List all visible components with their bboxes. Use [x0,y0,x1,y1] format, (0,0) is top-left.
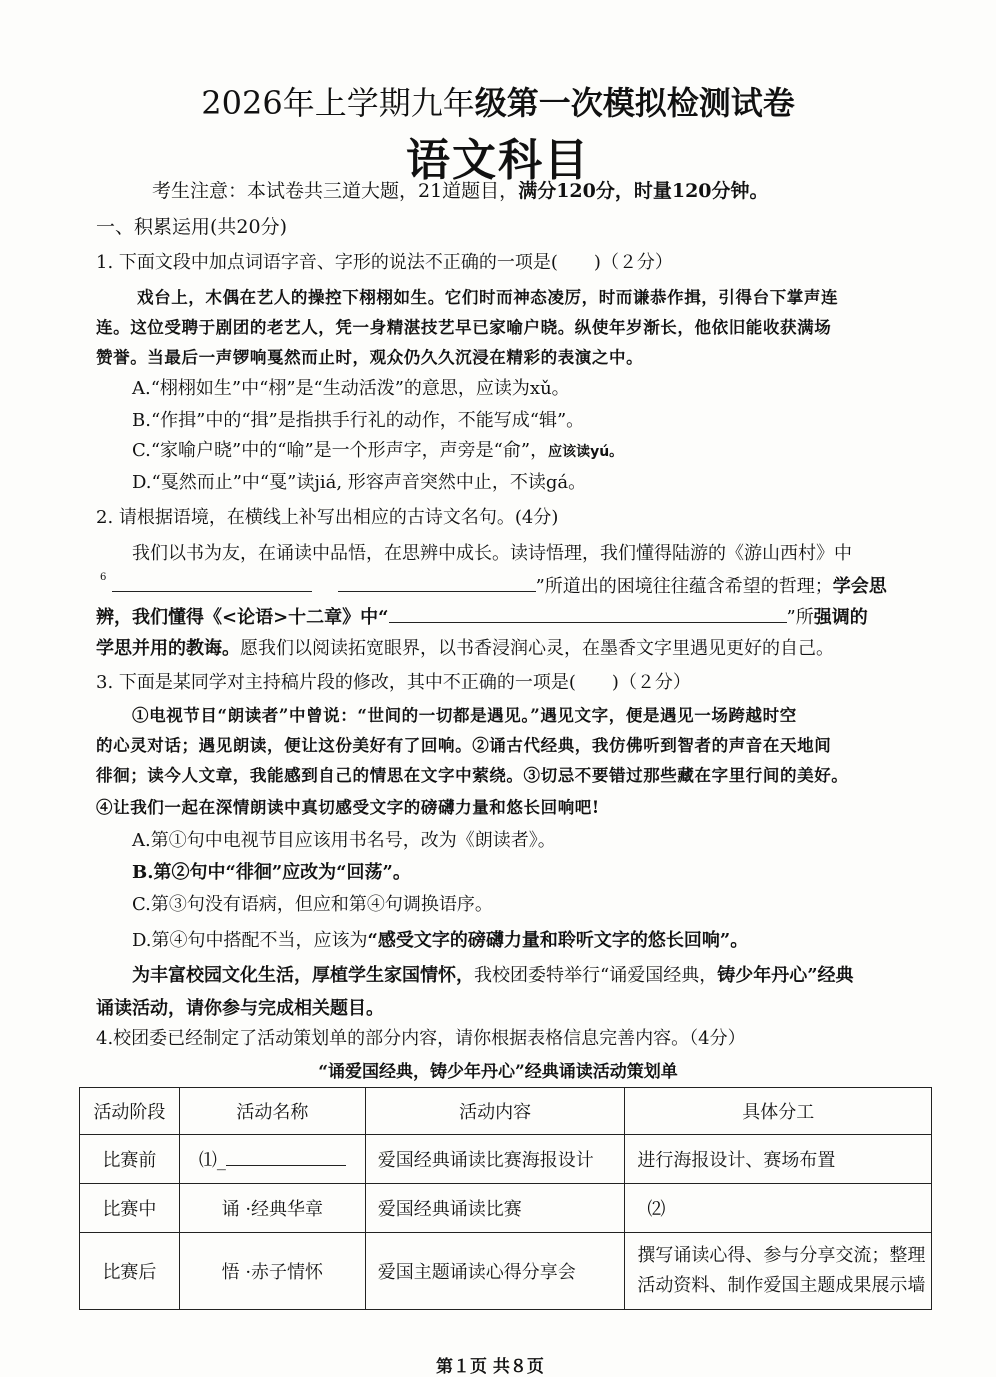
question-3-stem: 3. 下面是某同学对主持稿片段的修改，其中不正确的一项是( )（２分） [96,672,691,693]
table-header: 活动阶段 [80,1088,180,1135]
q1-option-b: B.“作揖”中的“揖”是指拱手行礼的动作，不能写成“辑”。 [132,410,585,431]
q3-passage-line: 徘徊；读今人文章，我能感到自己的情思在文字中萦绕。③切忌不要错过那些藏在字里行间的美好。 [96,766,849,785]
q1-passage-line: 连。这位受聘于剧团的老艺人，凭一身精湛技艺早已家喻户晓。纵使年岁渐长，他依旧能收获满场 [96,318,832,337]
answer-blank[interactable] [226,1149,346,1166]
answer-blank[interactable] [112,573,312,592]
q1-option-d: D.“戛然而止”中“戛”读jiá, 形容声音突然中止，不读gá。 [132,472,587,493]
q3-option-a: A.第①句中电视节目应该用书名号，改为《朗读者》。 [132,830,556,851]
q3-option-c: C.第③句没有语病，但应和第④句调换语序。 [132,894,493,915]
activity-intro: 诵读活动，请你参与完成相关题目。 [96,998,384,1019]
table-header: 活动名称 [179,1088,365,1135]
q1-option-a: A.“栩栩如生”中“栩”是“生动活泼”的意思，应读为xǔ。 [132,378,570,399]
question-4-stem: 4.校团委已经制定了活动策划单的部分内容，请你根据表格信息完善内容。（4分） [96,1028,746,1049]
question-1-stem: 1. 下面文段中加点词语字音、字形的说法不正确的一项是( )（２分） [96,252,673,273]
answer-blank[interactable] [389,604,787,623]
name-cell: 悟 ·赤子情怀 [179,1233,365,1310]
q2-line: 辨，我们懂得《<论语>十二章》中“ ”所强调的 [96,603,868,629]
content-cell: 爱国经典诵读比赛 [365,1184,625,1233]
content-cell: 爱国主题诵读心得分享会 [365,1233,625,1310]
exam-title: 2026年上学期九年级第一次模拟检测试卷 [201,84,795,122]
q1-passage-line: 赞誉。当最后一声锣响戛然而止时，观众仍久久沉浸在精彩的表演之中。 [96,348,644,367]
duty-cell[interactable]: ⑵ [625,1184,932,1233]
stage-cell: 比赛后 [80,1233,180,1310]
q2-line: 学思并用的教诲。愿我们以阅读拓宽眼界，以书香浸润心灵，在墨香文字里遇见更好的自己。 [96,638,834,659]
q3-option-d: D.第④句中搭配不当，应该为“感受文字的磅礴力量和聆听文字的悠长回响”。 [132,930,749,951]
table-row [80,1233,932,1310]
answer-blank[interactable] [338,573,536,592]
table-header: 活动内容 [365,1088,625,1135]
content-cell: 爱国经典诵读比赛海报设计 [365,1135,625,1184]
table-title: “诵爱国经典，铸少年丹心”经典诵读活动策划单 [318,1062,678,1082]
section-heading: 一、积累运用(共20分) [96,216,288,238]
duty-cell: 进行海报设计、赛场布置 [625,1135,932,1184]
table-header-row [80,1088,932,1135]
q2-line: 我们以书为友，在诵读中品悟，在思辨中成长。读诗悟理，我们懂得陆游的《游山西村》中 [132,543,852,564]
subject-title: 语文科目 [406,135,590,186]
q3-passage-line: ④让我们一起在深情朗读中真切感受文字的磅礴力量和悠长回响吧! [96,798,600,817]
table-row [80,1135,932,1184]
table-header: 具体分工 [625,1088,932,1135]
stage-cell: 比赛中 [80,1184,180,1233]
q3-option-b: B.第②句中“徘徊”应改为“回荡”。 [132,862,411,883]
activity-plan-table [79,1087,932,1310]
q1-passage-line: 戏台上，木偶在艺人的操控下栩栩如生。它们时而神态凌厉，时而谦恭作揖，引得台下掌声连 [137,288,839,307]
name-cell: ⑴_ [179,1135,365,1184]
q1-option-c: C.“家喻户晓”中的“喻”是一个形声字，声旁是“俞”，应该读yú。 [132,440,624,461]
q3-passage-line: 的心灵对话；遇见朗读，便让这份美好有了回响。②诵古代经典，我仿佛听到智者的声音在天地间 [96,736,832,755]
table-row [80,1184,932,1233]
stage-cell: 比赛前 [80,1135,180,1184]
duty-cell: 撰写诵读心得、参与分享交流；整理活动资料、制作爱国主题成果展示墙 [625,1233,932,1310]
name-cell: 诵 ·经典华章 [179,1184,365,1233]
q3-passage-line: ①电视节目“朗读者”中曾说：“世间的一切都是遇见。”遇见文字，便是遇见一场跨越时空 [132,706,797,725]
question-2-stem: 2. 请根据语境，在横线上补写出相应的古诗文名句。(4分) [96,507,559,528]
exam-notice: 考生注意：本试卷共三道大题，21道题目，满分120分，时量120分钟。 [152,180,769,202]
activity-intro: 为丰富校园文化生活，厚植学生家国情怀，我校团委特举行“诵爱国经典，铸少年丹心”经典 [132,965,854,986]
page-number: 第１页 共８页 [436,1357,544,1377]
q2-line: $^6$ ”所道出的困境往往蕴含希望的哲理；学会思 [100,572,887,597]
